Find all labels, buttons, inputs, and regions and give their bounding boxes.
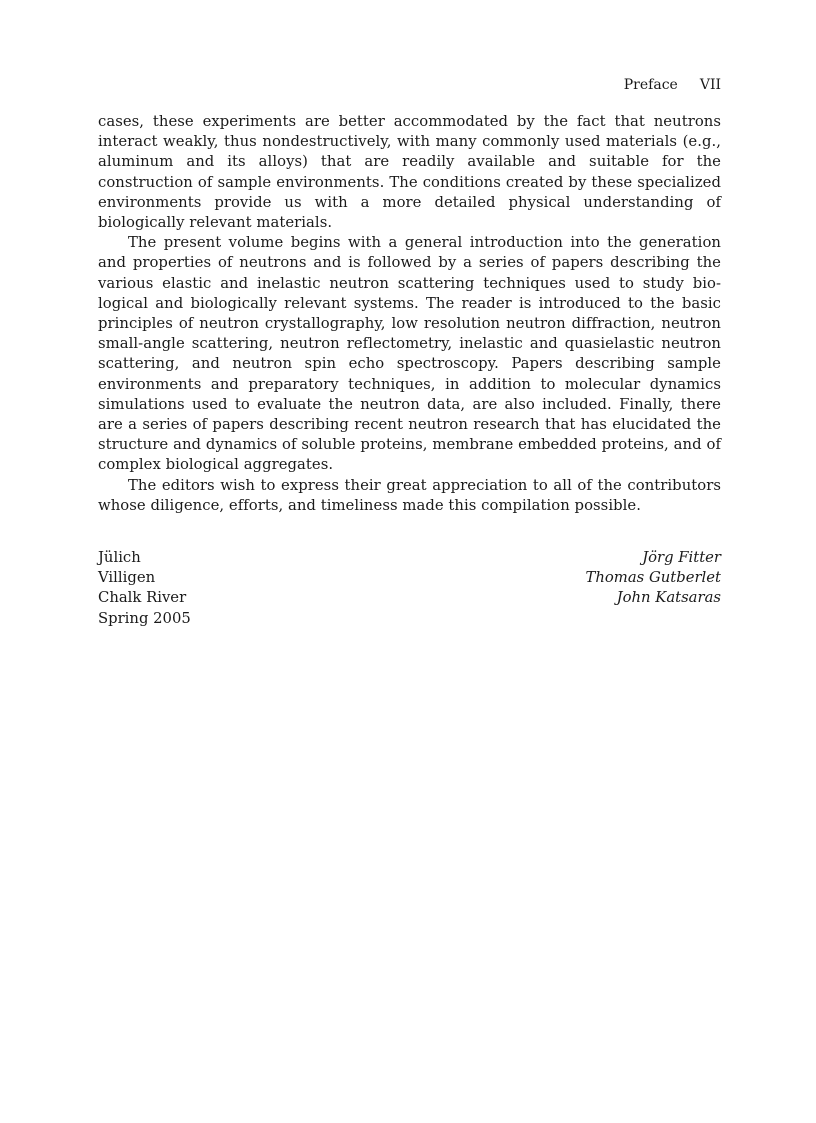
running-head (624, 76, 721, 94)
section-title: Preface (623, 77, 678, 93)
paragraph-acknowledgement: The editors wish to express their great appreciation to all of the contributors whose diligence, efforts, and timeliness made this compilation possible. (98, 476, 721, 514)
editor-name: Thomas Gutberlet (585, 569, 721, 587)
preface-body (98, 112, 721, 516)
place-villigen: Villigen (98, 569, 156, 587)
signoff-editors (586, 548, 722, 609)
editor-name: Jörg Fitter (642, 549, 721, 566)
signoff-places (98, 548, 191, 629)
paragraph-continuation: cases, these experiments are better accommodated by the fact that neutrons interact weakly, thus nondestructively, with many commonly used materials (e.g., aluminum and its alloys) that are readily available and suitable for the construction of sample environments. The conditions created by these specialized environments provide us with a more detailed physical understanding of biologically relevant materials. (98, 113, 721, 232)
place-chalk-river: Chalk River (98, 589, 187, 607)
paragraph-volume-overview: The present volume begins with a general introduction into the generation and properties of neutrons and is followed by a series of papers describing the various elastic and inelastic neutron scattering techniques used to study biological and biologically relevant systems. The reader is introduced to the basic principles of neutron crystallography, low resolution neutron diffraction, neutron small-angle scattering, neutron reflectometry, inelastic and quasielastic neutron scattering, and neutron spin echo spectroscopy. Papers describing sample environments and preparatory techniques, in addition to molecular dynamics simulations used to evaluate the neutron data, are also included. Finally, there are a series of papers describing recent neutron research that has elucidated the structure and dynamics of soluble proteins, membrane embedded proteins, and of complex biological aggregates. (98, 234, 721, 474)
place-julich: Jülich (98, 549, 141, 566)
signoff-date: Spring 2005 (98, 609, 191, 627)
page-number: VII (699, 77, 721, 93)
editor-name: John Katsaras (616, 589, 721, 607)
